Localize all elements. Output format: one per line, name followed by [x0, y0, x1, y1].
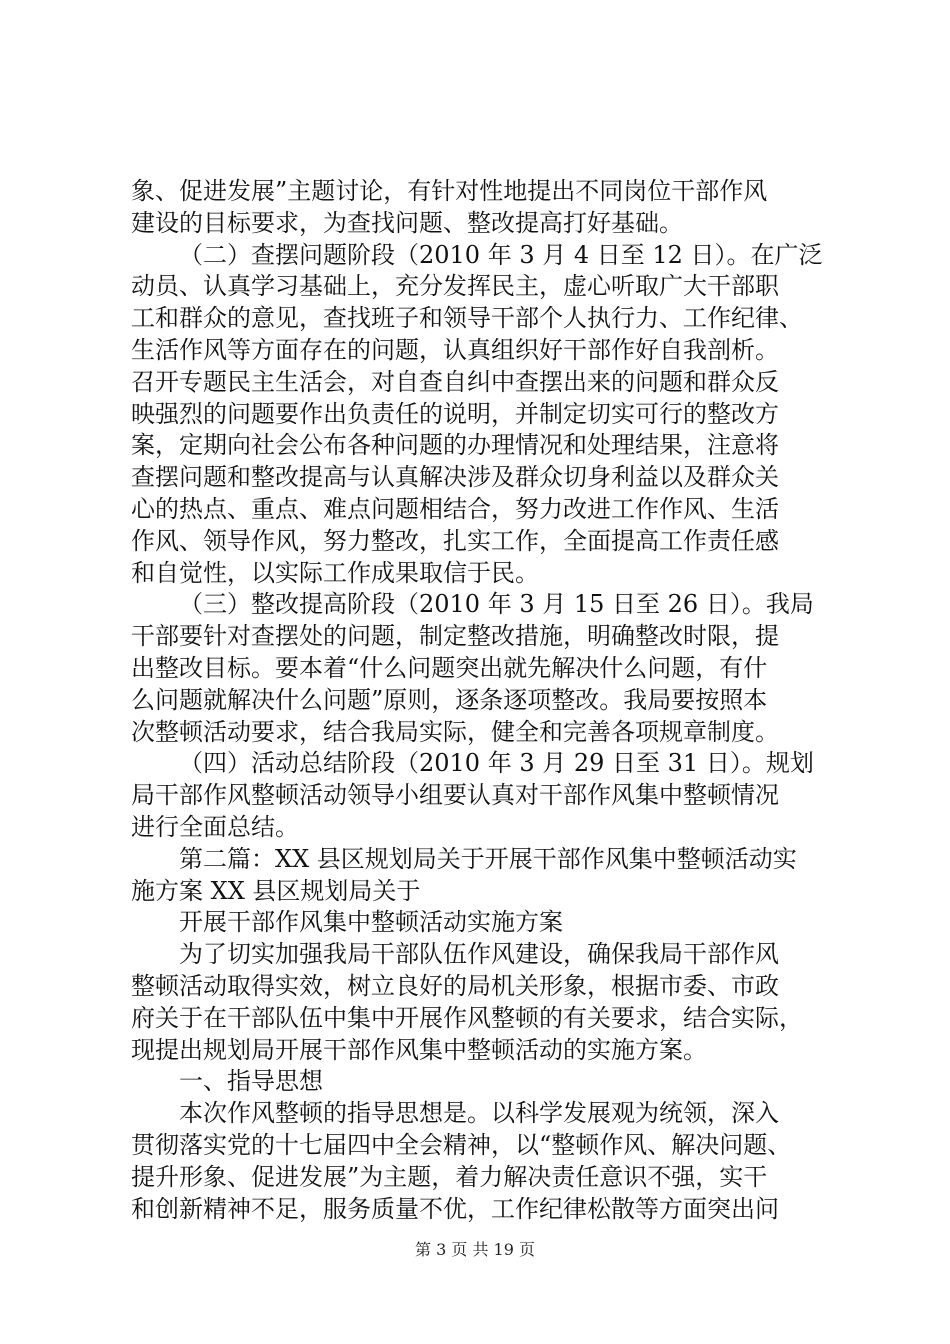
text-line: 工和群众的意见，查找班子和领导干部个人执行力、工作纪律、	[131, 304, 803, 333]
text-line: 为了切实加强我局干部队伍作风建设，确保我局干部作风	[179, 940, 779, 969]
text-line: 生活作风等方面存在的问题，认真组织好干部作好自我剖析。	[131, 335, 779, 364]
page-footer: 第 3 页 共 19 页	[415, 1240, 535, 1259]
text-line: 和自觉性，以实际工作成果取信于民。	[131, 558, 539, 587]
text-line: （四）活动总结阶段（2010 年 3 月 29 日至 31 日）。规划	[179, 749, 814, 778]
text-line: 和创新精神不足，服务质量不优，工作纪律松散等方面突出问	[131, 1194, 779, 1223]
text-line: （三）整改提高阶段（2010 年 3 月 15 日至 26 日）。我局	[179, 590, 814, 619]
text-line: 动员、认真学习基础上，充分发挥民主，虚心听取广大干部职	[131, 272, 779, 301]
text-line: 整顿活动取得实效，树立良好的局机关形象，根据市委、市政	[131, 971, 779, 1000]
text-line: 施方案 XX 县区规划局关于	[131, 876, 421, 905]
document-body	[131, 176, 831, 1225]
text-line: 现提出规划局开展干部作风集中整顿活动的实施方案。	[131, 1035, 707, 1064]
text-line: 府关于在干部队伍中集中开展作风整顿的有关要求，结合实际，	[131, 1003, 803, 1032]
text-line: 案，定期向社会公布各种问题的办理情况和处理结果，注意将	[131, 431, 779, 460]
text-line: 映强烈的问题要作出负责任的说明，并制定切实可行的整改方	[131, 399, 779, 428]
text-line: 查摆问题和整改提高与认真解决涉及群众切身利益以及群众关	[131, 463, 779, 492]
text-line: 建设的目标要求，为查找问题、整改提高打好基础。	[131, 208, 683, 237]
text-line: 开展干部作风集中整顿活动实施方案	[179, 908, 563, 937]
text-line: 贯彻落实党的十七届四中全会精神，以“整顿作风、解决问题、	[131, 1130, 792, 1159]
text-line: 进行全面总结。	[131, 812, 299, 841]
text-line: 第二篇：XX 县区规划局关于开展干部作风集中整顿活动实	[179, 844, 797, 873]
text-line: （二）查摆问题阶段（2010 年 3 月 4 日至 12 日）。在广泛	[179, 240, 823, 269]
text-line: 召开专题民主生活会，对自查自纠中查摆出来的问题和群众反	[131, 367, 779, 396]
text-line: 么问题就解决什么问题”原则，逐条逐项整改。我局要按照本	[131, 685, 768, 714]
text-line: 心的热点、重点、难点问题相结合，努力改进工作作风、生活	[131, 494, 779, 523]
text-line: 出整改目标。要本着“什么问题突出就先解决什么问题，有什	[131, 653, 768, 682]
text-line: 本次作风整顿的指导思想是。以科学发展观为统领，深入	[179, 1099, 779, 1128]
text-line: 作风、领导作风，努力整改，扎实工作，全面提高工作责任感	[131, 526, 779, 555]
text-line: 干部要针对查摆处的问题，制定整改措施，明确整改时限，提	[131, 622, 779, 651]
text-line: 提升形象、促进发展”为主题，着力解决责任意识不强，实干	[131, 1162, 768, 1191]
text-line: 局干部作风整顿活动领导小组要认真对干部作风集中整顿情况	[131, 781, 779, 810]
text-line: 一、指导思想	[179, 1067, 323, 1096]
text-line: 象、促进发展”主题讨论，有针对性地提出不同岗位干部作风	[131, 177, 768, 205]
text-line: 次整顿活动要求，结合我局实际，健全和完善各项规章制度。	[131, 717, 779, 746]
